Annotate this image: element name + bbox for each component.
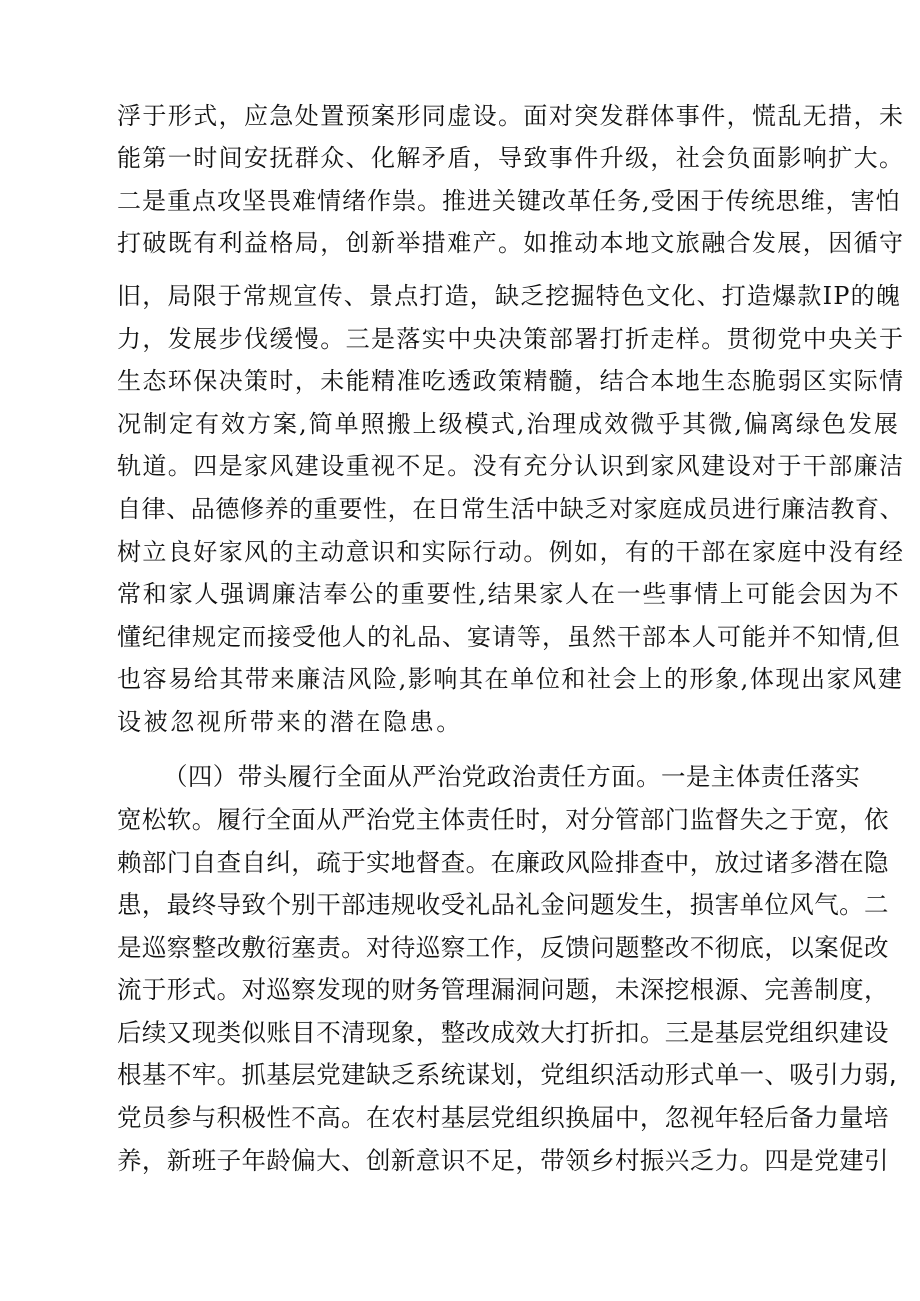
text-line: 宽松软。履行全面从严治党主体责任时，对分管部门监督失之于宽，依 [117, 805, 889, 834]
text-line: 赖部门自查自纠，疏于实地督查。在廉政风险排查中，放过诸多潜在隐 [117, 848, 889, 877]
text-line: 患，最终导致个别干部违规收受礼品礼金问题发生，损害单位风气。二 [117, 890, 889, 919]
text-line: 也容易给其带来廉洁风险,影响其在单位和社会上的形象,体现出家风建 [117, 665, 904, 693]
text-line: 设被忽视所带来的潜在隐患。 [117, 708, 463, 736]
text-line: 养，新班子年龄偏大、创新意识不足，带领乡村振兴乏力。四是党建引 [117, 1146, 889, 1175]
text-line: 懂纪律规定而接受他人的礼品、宴请等，虽然干部本人可能并不知情,但 [117, 623, 901, 651]
text-line: 况制定有效方案,简单照搬上级模式,治理成效微乎其微,偏离绿色发展 [117, 410, 900, 438]
text-line: 是巡察整改敷衍塞责。对待巡察工作，反馈问题整改不彻底，以案促改 [117, 933, 889, 962]
text-line: 力，发展步伐缓慢。三是落实中央决策部署打折走样。贯彻党中央关于 [117, 325, 905, 353]
text-line: 轨道。四是家风建设重视不足。没有充分认识到家风建设对于干部廉洁 [117, 452, 905, 480]
text-line: 根基不牢。抓基层党建缺乏系统谋划，党组织活动形式单一、吸引力弱, [117, 1060, 898, 1089]
text-line: 后续又现类似账目不清现象，整改成效大打折扣。三是基层党组织建设 [117, 1018, 889, 1047]
section-heading-line: （四）带头履行全面从严治党政治责任方面。一是主体责任落实 [163, 762, 861, 791]
text-line: 党员参与积极性不高。在农村基层党组织换届中，忽视年轻后备力量培 [117, 1103, 889, 1132]
text-line: 生态环保决策时，未能精准吃透政策精髓，结合本地生态脆弱区实际情 [117, 367, 905, 395]
text-line: 自律、品德修养的重要性，在日常生活中缺乏对家庭成员进行廉洁教育、 [117, 495, 905, 523]
text-line: 二是重点攻坚畏难情绪作祟。推进关键改革任务,受困于传统思维，害怕 [117, 187, 901, 215]
text-line: 能第一时间安抚群众、化解矛盾，导致事件升级，社会负面影响扩大。 [117, 144, 905, 172]
text-line: 旧，局限于常规宣传、景点打造，缺乏挖掘特色文化、打造爆款IP的魄 [117, 282, 902, 310]
text-line: 打破既有利益格局，创新举措难产。如推动本地文旅融合发展，因循守 [117, 229, 905, 257]
text-line: 流于形式。对巡察发现的财务管理漏洞问题，未深挖根源、完善制度， [117, 975, 889, 1004]
text-line: 浮于形式，应急处置预案形同虚设。面对突发群体事件，慌乱无措，未 [117, 102, 905, 130]
text-line: 树立良好家风的主动意识和实际行动。例如，有的干部在家庭中没有经 [117, 538, 905, 566]
text-line: 常和家人强调廉洁奉公的重要性,结果家人在一些事情上可能会因为不 [117, 580, 901, 608]
